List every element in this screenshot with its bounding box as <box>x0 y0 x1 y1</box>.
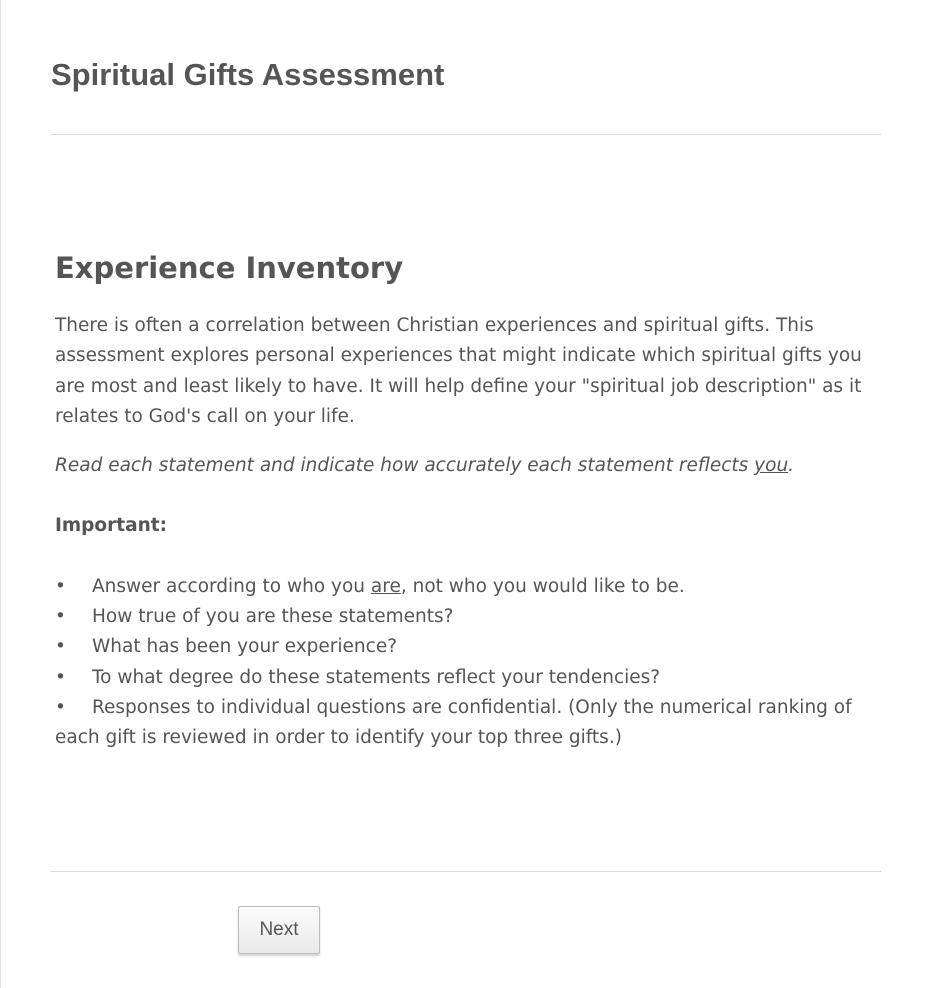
footer-divider <box>51 871 881 872</box>
list-item <box>55 572 879 602</box>
list-item-text: What has been your experience? <box>92 636 398 658</box>
list-item-text: To what degree do these statements reflect your tendencies? <box>92 666 661 688</box>
header-divider <box>51 134 881 135</box>
section-heading: Experience Inventory <box>55 251 404 285</box>
list-item <box>55 602 879 632</box>
instruction-emphasis: you <box>754 455 789 477</box>
bullet-icon: • <box>55 606 66 628</box>
instruction-text-start: Read each statement and indicate how accurately each statement reflects <box>55 455 755 477</box>
list-item-text: Responses to individual questions are confidential. (Only the numerical ranking of each gift is reviewed in order to identify your top three gifts.) <box>55 696 852 749</box>
bullet-icon: • <box>55 666 66 688</box>
list-item-emphasis: are <box>370 575 401 597</box>
intro-paragraph: There is often a correlation between Christian experiences and spiritual gifts. This assessment explores personal experiences that might indicate which spiritual gifts you are most and least likely to have. It will help define your "spiritual job description" as it relates to God's call on your life. <box>55 315 862 427</box>
bullet-icon: • <box>55 575 66 597</box>
next-button[interactable]: Next <box>238 906 320 954</box>
list-item <box>55 632 879 662</box>
question-content <box>55 248 879 754</box>
survey-title: Spiritual Gifts Assessment <box>51 57 445 92</box>
list-item-text-end: , not who you would like to be. <box>400 575 685 597</box>
important-label: Important: <box>55 515 167 537</box>
important-list <box>55 572 879 754</box>
list-item <box>55 693 879 754</box>
list-item <box>55 663 879 693</box>
bullet-icon: • <box>55 636 66 658</box>
list-item-text: How true of you are these statements? <box>92 606 454 628</box>
instruction-text-end: . <box>788 455 795 477</box>
list-item-text-start: Answer according to who you <box>92 575 371 597</box>
bullet-icon: • <box>55 696 66 718</box>
instruction-text <box>55 451 879 481</box>
